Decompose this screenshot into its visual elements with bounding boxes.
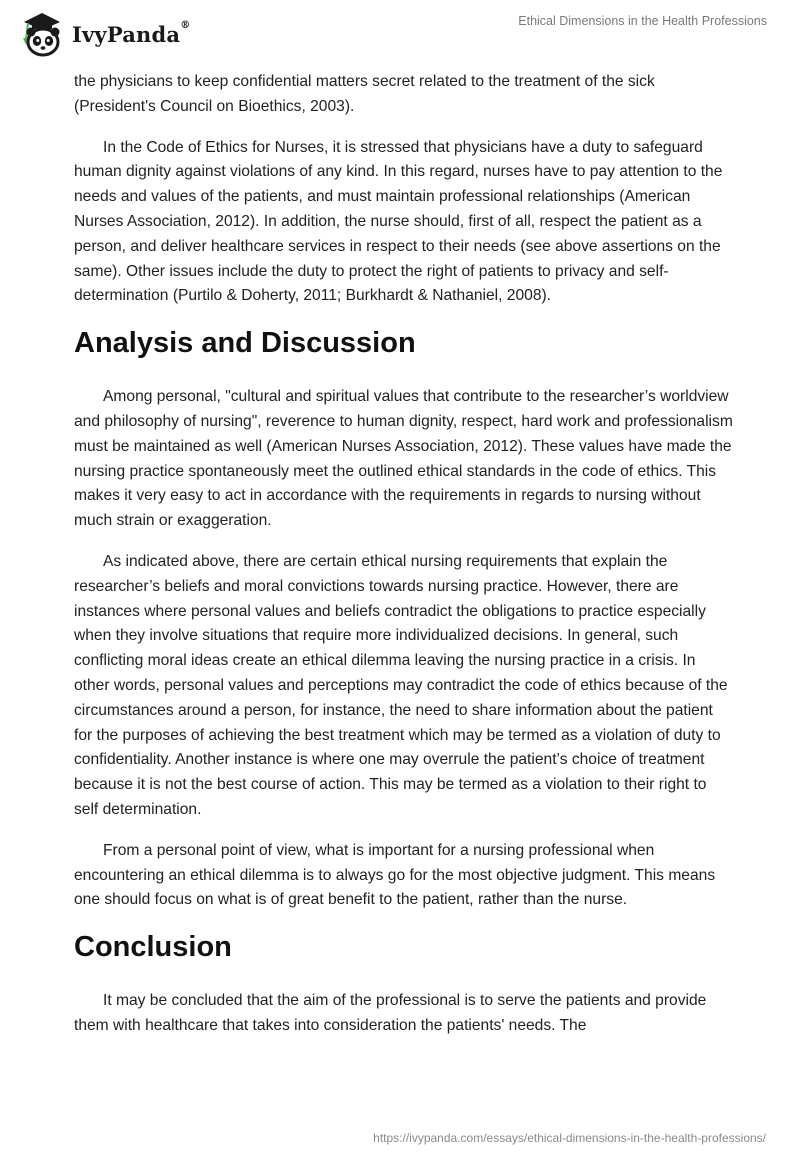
section-heading-conclusion: Conclusion xyxy=(74,931,232,964)
paragraph: It may be concluded that the aim of the professional is to serve the patients and provide them with healthcare that takes into consideration the patients' needs. The xyxy=(74,992,707,1034)
source-url[interactable]: https://ivypanda.com/essays/ethical-dimensions-in-the-health-professions/ xyxy=(373,1131,766,1145)
brand-name: IvyPanda® xyxy=(72,19,191,47)
paragraph: Among personal, "cultural and spiritual values that contribute to the researcher’s worldview and philosophy of nursing", reverence to human dignity, respect, hard work and professionalism must be maintained as well (American Nurses Association, 2012). These values have made the nursing practice spontaneously meet the outlined ethical standards in the code of ethics. This makes it very easy to act in accordance with the requirements in regards to nursing without much strain or exaggeration. xyxy=(74,388,733,530)
panda-logo-icon xyxy=(14,8,70,60)
paragraph: In the Code of Ethics for Nurses, it is stressed that physicians have a duty to safeguard human dignity against violations of any kind. In this regard, nurses have to pay attention to the needs and values of the patients, and must maintain professional relationships (American Nurses Association, 2012). In addition, the nurse should, first of all, respect the patient as a person, and deliver healthcare services in respect to their needs (see above assertions on the same). Other issues include the duty to protect the right of patients to privacy and self-determination (Purtilo & Doherty, 2011; Burkhardt & Nathaniel, 2008). xyxy=(74,138,723,305)
essay-content xyxy=(74,70,734,1055)
section-heading-analysis: Analysis and Discussion xyxy=(74,327,416,360)
document-title: Ethical Dimensions in the Health Professions xyxy=(518,14,767,28)
paragraph: the physicians to keep confidential matters secret related to the treatment of the sick (President's Council on Bioethics, 2003). xyxy=(74,73,655,115)
paragraph: As indicated above, there are certain ethical nursing requirements that explain the researcher’s beliefs and moral convictions towards nursing practice. However, there are instances where personal values and beliefs contradict the obligations to practice especially when they involve situations that require more individualized decisions. In general, such conflicting moral ideas create an ethical dilemma leaving the nursing practice in a crisis. In other words, personal values and perceptions may contradict the code of ethics because of the circumstances around a person, for instance, the need to share information about the patient for the purposes of achieving the best treatment which may be termed as a violation of duty to confidentiality. Another instance is where one may overrule the patient’s choice of treatment because it is not the best course of action. This may be termed as a violation to their right to self determination. xyxy=(74,552,728,818)
page-header xyxy=(0,0,800,70)
ivypanda-logo[interactable] xyxy=(14,8,190,60)
paragraph: From a personal point of view, what is important for a nursing professional when encountering an ethical dilemma is to always go for the most objective judgment. This means one should focus on what is of great benefit to the patient, rather than the nurse. xyxy=(74,841,716,909)
